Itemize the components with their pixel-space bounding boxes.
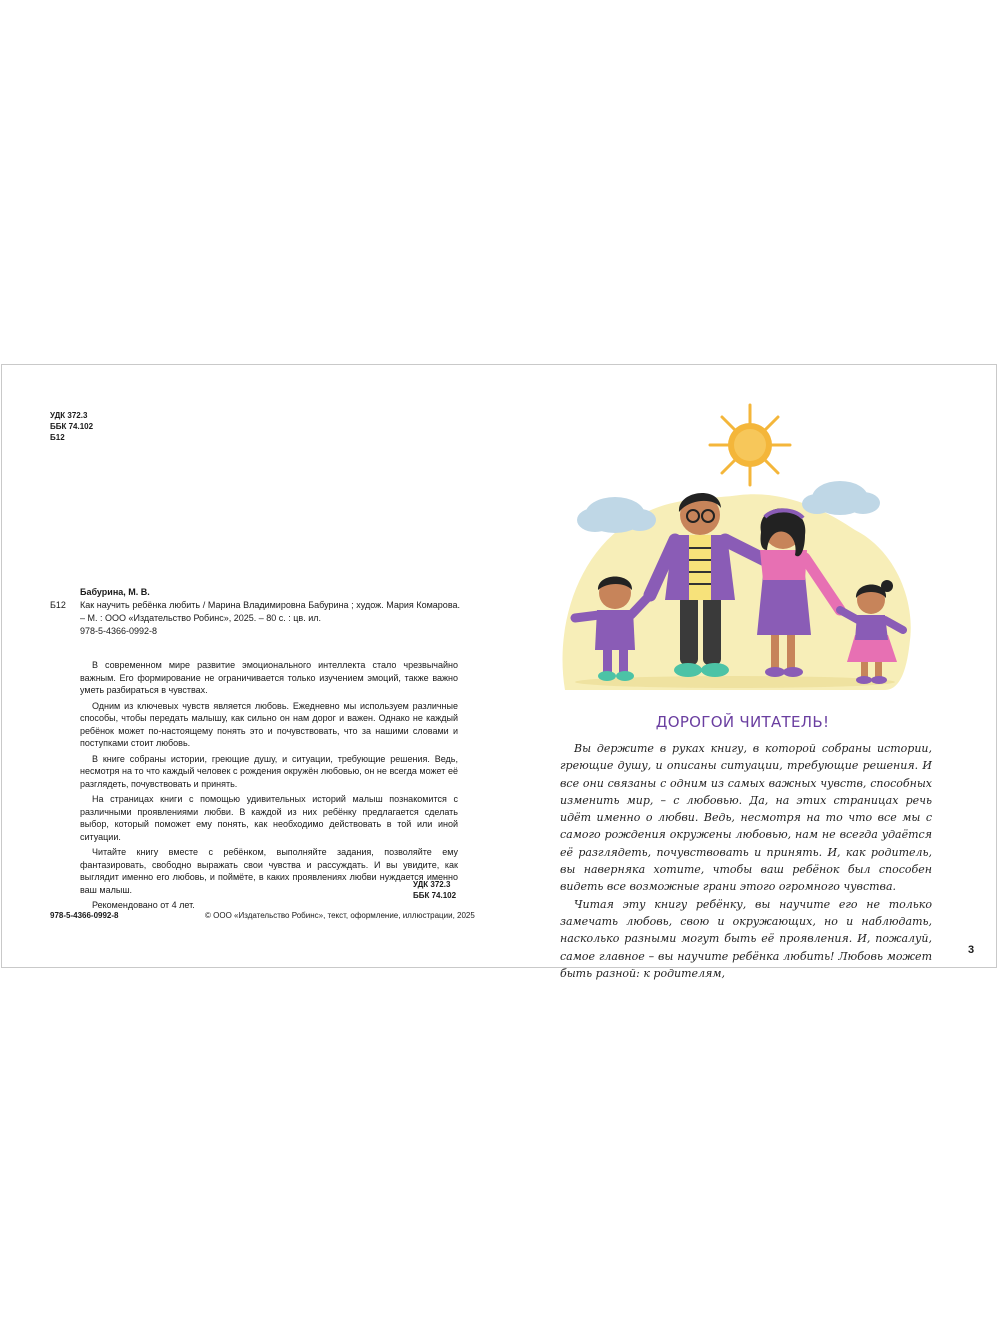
abstract <box>80 659 458 915</box>
bbk-code: ББК 74.102 <box>413 891 457 900</box>
isbn: 978-5-4366-0992-8 <box>80 626 158 636</box>
bibliographic-block <box>50 586 460 638</box>
sun-icon <box>710 405 790 485</box>
cloud-icon <box>802 481 880 515</box>
udk-code: УДК 372.3 <box>50 411 88 420</box>
abstract-paragraph: В современном мире развитие эмоционального интеллекта стало чрезвычайно важным. Его формирование не ограничивается только изучением эмоций, также важно уметь разбираться в чувствах. <box>80 660 458 695</box>
author-mark: Б12 <box>50 433 65 442</box>
bbk-code: ББК 74.102 <box>50 422 94 431</box>
abstract-paragraph: Одним из ключевых чувств является любовь. Ежедневно мы используем различные способы, чтобы передать малышу, как сильно он нам дорог и важен. Однако не каждый ребёнок может по-настоящему понять это и почувствовать, что за нашими словами и поступками стоит любовь. <box>80 700 458 748</box>
intro-paragraph: Читая эту книгу ребёнку, вы научите его не только замечать любовь, свою и окружающих, но и наблюдать, насколько разными могут быть её проявления. И, пожалуй, самое главное – вы научите ребёнка любить! Любовь может быть разной: к родителям, <box>560 897 932 980</box>
intro-text <box>560 740 932 982</box>
page-number: 3 <box>968 944 975 956</box>
abstract-paragraph: В книге собраны истории, греющие душу, и ситуации, требующие решения. Ведь, несмотря на то что каждый человек с рождения окружён любовью, он не всегда может её разглядеть, почувствовать и принять. <box>80 753 458 789</box>
classification-codes-bottom <box>413 879 458 901</box>
author-name: Бабурина, М. В. <box>80 587 150 597</box>
bibliographic-description: Как научить ребёнка любить / Марина Владимировна Бабурина ; худож. Мария Комарова. – М. : ООО «Издательство Робинс», 2025. – 80 с. : цв. ил. <box>80 600 460 623</box>
isbn-bottom: 978-5-4366-0992-8 <box>50 911 119 920</box>
author-code: Б12 <box>50 600 66 610</box>
udk-code: УДК 372.3 <box>413 880 451 889</box>
family-illustration <box>555 400 925 700</box>
classification-codes-top <box>50 410 93 443</box>
copyright: © ООО «Издательство Робинс», текст, оформление, иллюстрации, 2025 <box>205 911 475 920</box>
intro-paragraph: Вы держите в руках книгу, в которой собраны истории, греющие душу, и описаны ситуации, требующие решения. И все они связаны с одним из самых важных чувств, способных изменить мир, – с любовью. Да, на этих страницах речь идёт именно о любви. Ведь, несмотря на то что все мы с самого рождения окружены любовью, нам не всегда удаётся её разглядеть, почувствовать и принять. И, как родитель, вы наверняка хотите, чтобы ваш ребёнок был способен видеть все возможные грани этого огромного чувства. <box>560 742 932 894</box>
cloud-icon <box>577 497 656 533</box>
abstract-paragraph: Читайте книгу вместе с ребёнком, выполняйте задания, позволяйте ему фантазировать, свободно выражать свои чувства и рассуждать. И вы увидите, как выглядит именно его любовь, и поймёте, в каких проявлениях любви нуждается именно ваш малыш. <box>80 847 458 895</box>
abstract-paragraph: На страницах книги с помощью удивительных историй малыш познакомится с различными проявлениями любви. В каждой из них ребёнку предлагается сделать выбор, который поможет ему понять, как необходимо действовать в той или иной ситуации. <box>80 794 458 842</box>
page-heading: ДОРОГОЙ ЧИТАТЕЛЬ! <box>655 713 830 731</box>
age-recommendation: Рекомендовано от 4 лет. <box>92 900 195 910</box>
